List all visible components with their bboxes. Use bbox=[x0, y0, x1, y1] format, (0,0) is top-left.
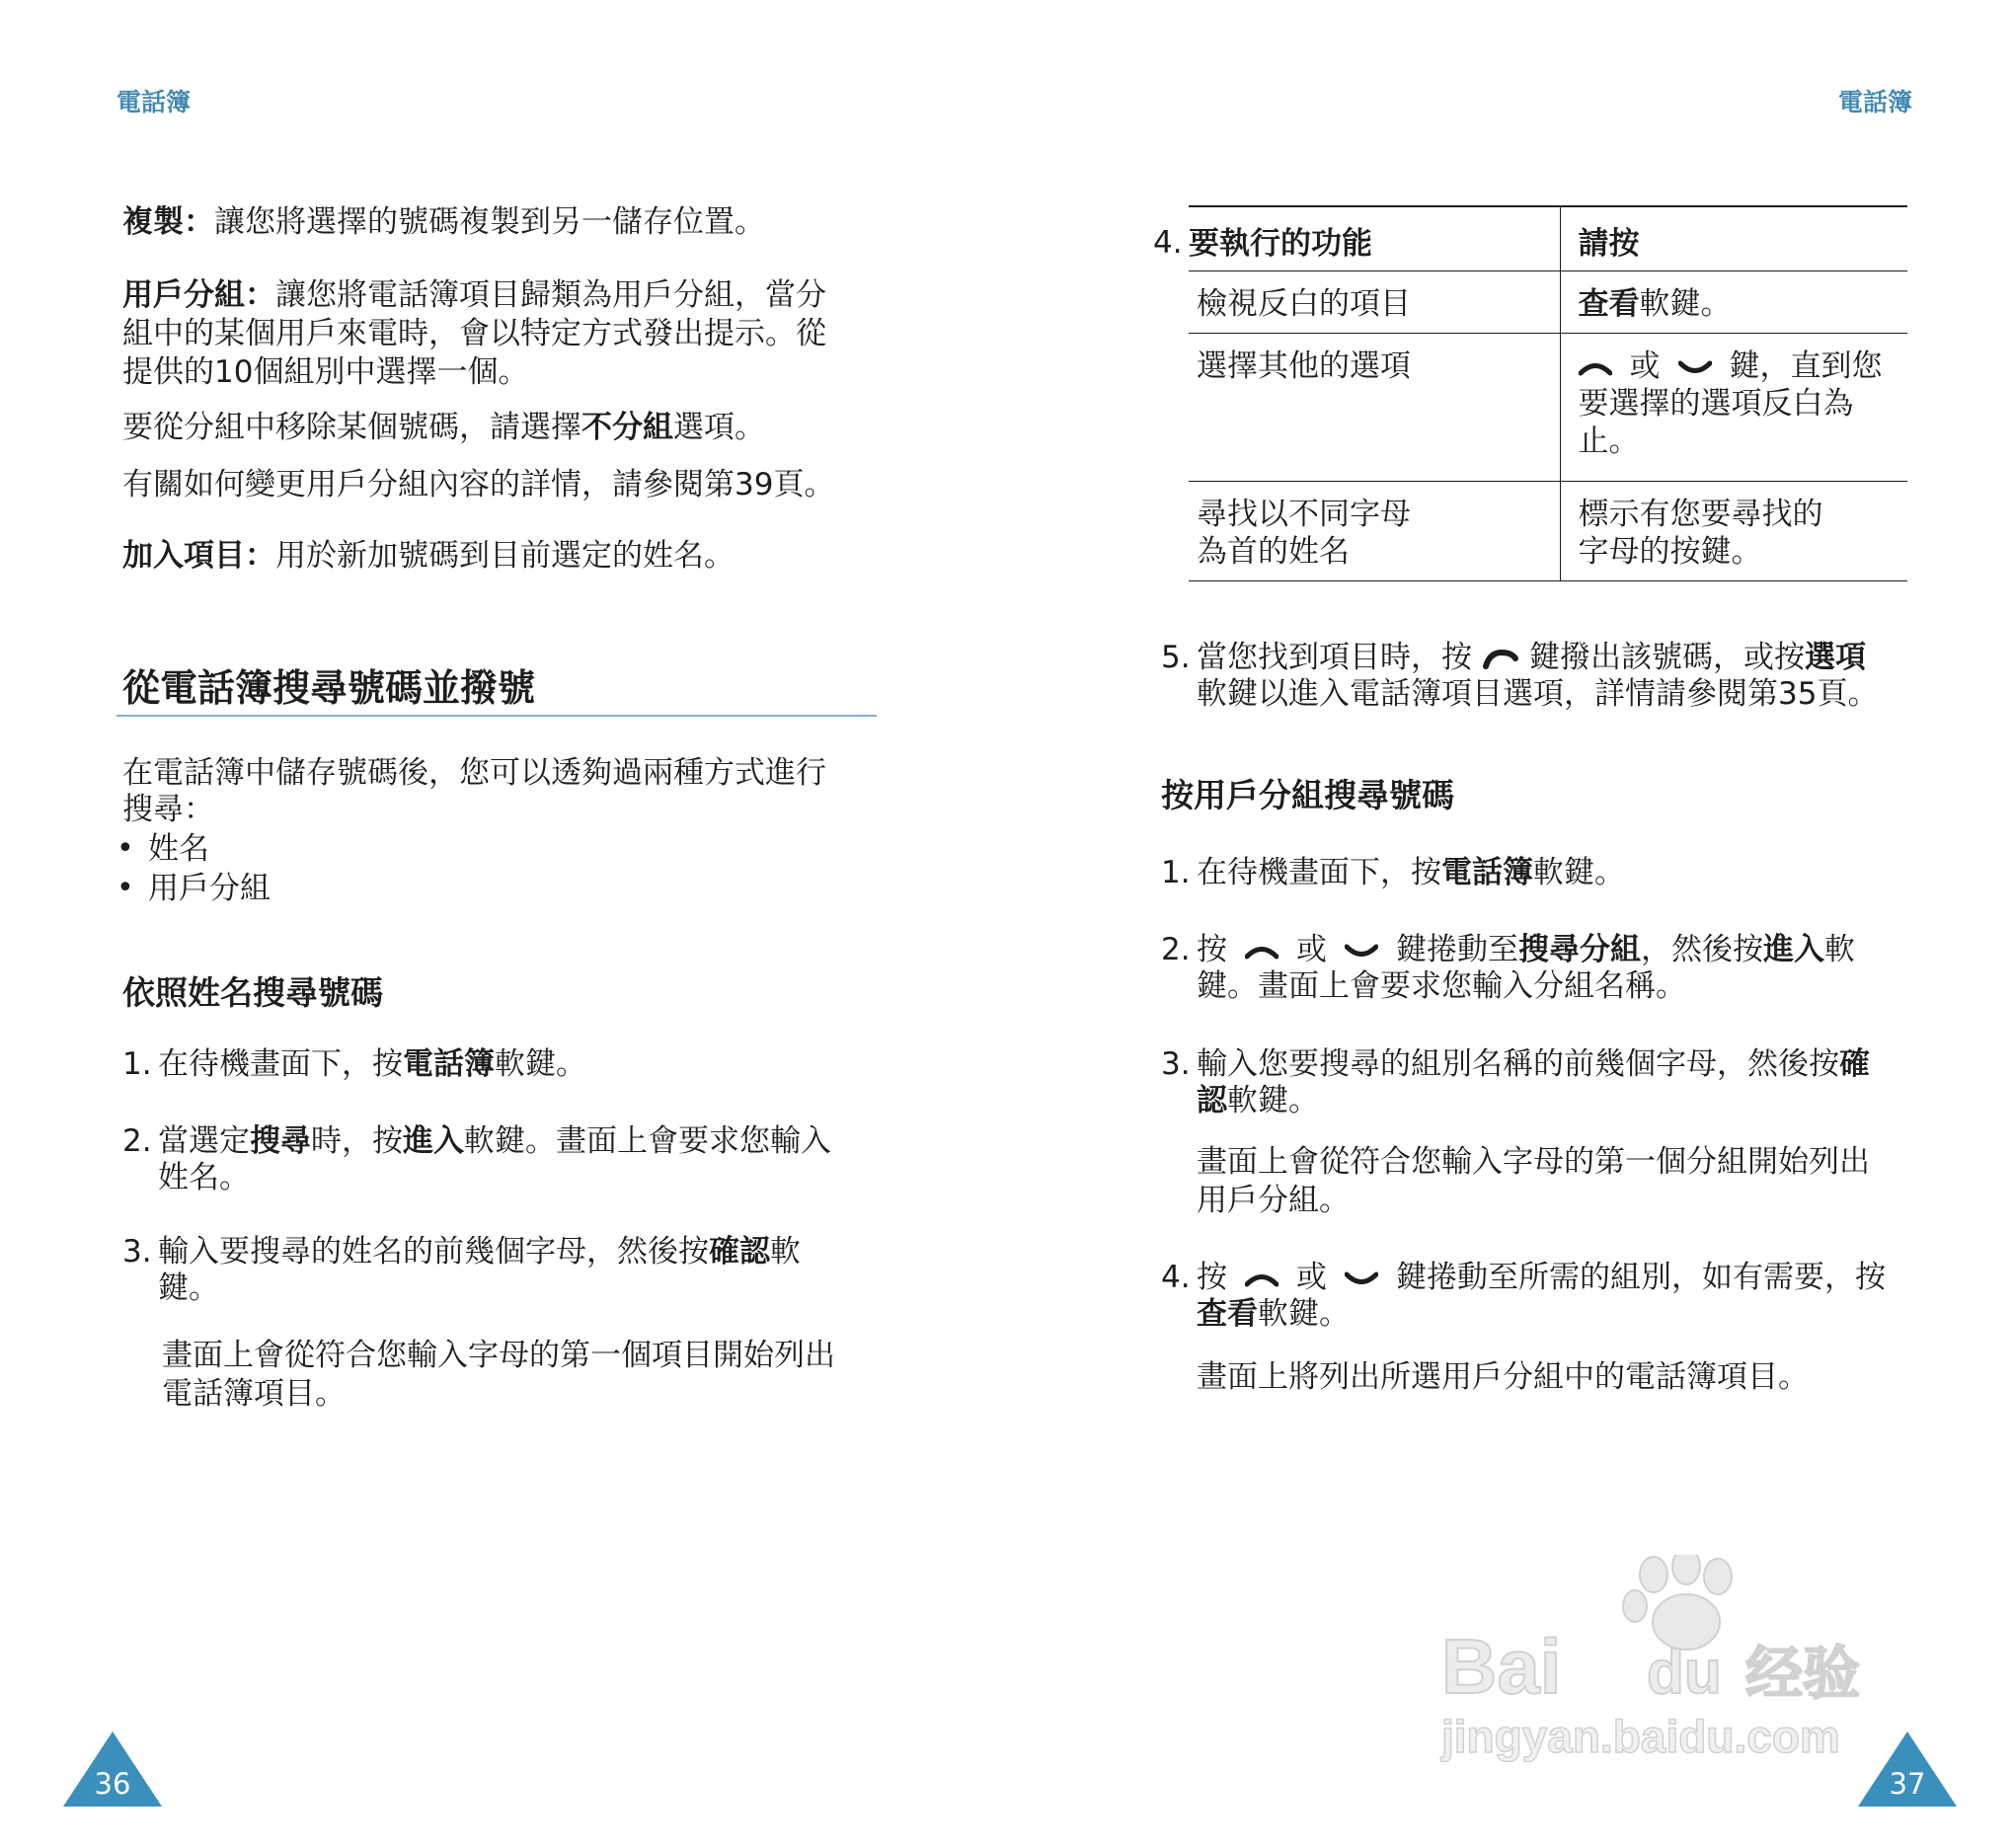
group-search-title: 按用戶分組搜尋號碼 bbox=[1161, 776, 1454, 814]
step-text: 鍵捲動至 bbox=[1396, 932, 1518, 967]
step-text: 軟鍵。畫面上會要求您輸入 bbox=[464, 1123, 831, 1159]
step-3-note bbox=[162, 1337, 892, 1414]
step-1-right bbox=[1161, 855, 1921, 891]
step-bold: 選項 bbox=[1805, 640, 1866, 675]
function-table bbox=[1189, 205, 1907, 581]
step-text: ，然後按 bbox=[1641, 932, 1763, 967]
intro-line-1: 在電話簿中儲存號碼後，您可以透夠過兩種方式進行 bbox=[122, 755, 826, 791]
search-methods-list bbox=[116, 829, 271, 908]
step-text: 或 bbox=[1296, 1260, 1327, 1295]
step-5-right bbox=[1161, 640, 1921, 713]
cell-text: 軟鍵。 bbox=[1639, 286, 1732, 322]
group-paragraph bbox=[122, 276, 883, 392]
watermark-brand: Bai bbox=[1441, 1623, 1562, 1710]
step-text: 在待機畫面下，按 bbox=[1197, 855, 1441, 890]
note-line: 電話簿項目。 bbox=[162, 1376, 346, 1412]
step-number: 4. bbox=[1161, 1260, 1191, 1295]
step-text: 輸入要搜尋的姓名的前幾個字母，然後按 bbox=[158, 1234, 709, 1270]
step-text: 當您找到項目時，按 bbox=[1197, 640, 1472, 675]
ref-paragraph: 有關如何變更用戶分組內容的詳情，請參閱第39頁。 bbox=[122, 467, 835, 502]
group-text-2: 組中的某個用戶來電時，會以特定方式發出提示。從 bbox=[122, 316, 826, 351]
step-bold: 確認 bbox=[709, 1234, 770, 1270]
add-label: 加入項目： bbox=[122, 538, 275, 574]
cell-text: 止。 bbox=[1578, 424, 1640, 459]
step-bold: 電話簿 bbox=[1441, 855, 1533, 890]
step-bold: 搜尋 bbox=[250, 1123, 311, 1159]
scroll-down-key-icon bbox=[1345, 1271, 1378, 1287]
step-number: 1. bbox=[1161, 855, 1191, 890]
note-line: 用戶分組。 bbox=[1197, 1183, 1350, 1218]
cell-text: 尋找以不同字母 bbox=[1197, 497, 1411, 532]
baidu-jingyan-watermark bbox=[1432, 1555, 1905, 1762]
name-search-title: 依照姓名搜尋號碼 bbox=[122, 973, 383, 1012]
group-text-1: 讓您將電話簿項目歸類為用戶分組，當分 bbox=[275, 277, 826, 313]
step-text: 鍵撥出該號碼，或按 bbox=[1529, 640, 1805, 675]
running-header-left: 電話簿 bbox=[116, 88, 192, 116]
step-3-right bbox=[1161, 1046, 1921, 1119]
step-4-right bbox=[1161, 1260, 1921, 1333]
section-title: 從電話簿搜尋號碼並撥號 bbox=[122, 666, 536, 710]
step-2-left bbox=[122, 1123, 883, 1196]
step-text: 鍵。畫面上會要求您輸入分組名稱。 bbox=[1197, 968, 1686, 1004]
step-text: 姓名。 bbox=[158, 1160, 250, 1195]
running-header-right: 電話簿 bbox=[1837, 88, 1912, 116]
table-header-function: 要執行的功能 bbox=[1189, 206, 1560, 271]
table-cell: 檢視反白的項目 bbox=[1189, 271, 1560, 334]
remove-bold: 不分組 bbox=[581, 410, 673, 445]
table-cell bbox=[1560, 334, 1907, 482]
step-text: 在待機畫面下，按 bbox=[158, 1046, 403, 1082]
table-row bbox=[1189, 271, 1907, 334]
scroll-up-key-icon bbox=[1245, 1271, 1278, 1287]
cell-text: 或 bbox=[1629, 348, 1661, 384]
step-text: 軟鍵。 bbox=[495, 1046, 586, 1082]
step-number: 3. bbox=[1161, 1046, 1191, 1082]
step-text: 時，按 bbox=[311, 1123, 403, 1159]
remove-post: 選項。 bbox=[673, 410, 765, 445]
step-number: 2. bbox=[1161, 932, 1191, 967]
table-cell: 選擇其他的選項 bbox=[1189, 334, 1560, 482]
step-text: 或 bbox=[1296, 932, 1327, 967]
scroll-down-key-icon bbox=[1345, 944, 1378, 960]
list-item: • 姓名 bbox=[116, 829, 271, 869]
copy-paragraph bbox=[122, 203, 883, 242]
scroll-up-key-icon bbox=[1579, 360, 1612, 376]
watermark-cn: 经验 bbox=[1745, 1640, 1861, 1707]
group-text-3: 提供的10個組別中選擇一個。 bbox=[122, 354, 529, 390]
step-text: 鍵。 bbox=[158, 1270, 219, 1306]
step-number: 2. bbox=[122, 1123, 152, 1159]
step-4-number: 4. bbox=[1153, 225, 1183, 261]
step-1-left bbox=[122, 1046, 883, 1083]
intro-paragraph bbox=[122, 754, 883, 826]
step-2-right bbox=[1161, 932, 1921, 1005]
send-key-icon bbox=[1482, 649, 1519, 670]
step-3-right-note bbox=[1197, 1143, 1927, 1220]
step-text: 軟鍵。 bbox=[1227, 1083, 1319, 1118]
cell-text: 鍵，直到您 bbox=[1729, 348, 1883, 384]
step-bold: 認 bbox=[1197, 1083, 1227, 1118]
step-text: 鍵捲動至所需的組別，如有需要，按 bbox=[1396, 1260, 1886, 1295]
remove-pre: 要從分組中移除某個號碼，請選擇 bbox=[122, 410, 581, 445]
list-item: • 用戶分組 bbox=[116, 869, 271, 908]
watermark-brand-2: du bbox=[1647, 1639, 1722, 1707]
step-text: 輸入您要搜尋的組別名稱的前幾個字母，然後按 bbox=[1197, 1046, 1839, 1082]
step-bold: 確 bbox=[1839, 1046, 1870, 1082]
step-number: 1. bbox=[122, 1046, 152, 1082]
add-text: 用於新加號碼到目前選定的姓名。 bbox=[275, 538, 735, 574]
step-text: 軟鍵以進入電話簿項目選項，詳情請參閱第35頁。 bbox=[1197, 676, 1879, 712]
note-line: 畫面上會從符合您輸入字母的第一個分組開始列出 bbox=[1197, 1144, 1870, 1180]
table-cell bbox=[1560, 271, 1907, 334]
table-row bbox=[1189, 482, 1907, 581]
step-text: 軟 bbox=[1824, 932, 1855, 967]
step-text: 當選定 bbox=[158, 1123, 250, 1159]
step-4-right-note: 畫面上將列出所選用戶分組中的電話簿項目。 bbox=[1197, 1359, 1809, 1395]
page-number-right: 37 bbox=[1889, 1767, 1926, 1801]
table-row bbox=[1189, 334, 1907, 482]
cell-bold: 查看 bbox=[1578, 286, 1640, 322]
step-text: 軟 bbox=[770, 1234, 801, 1270]
step-bold: 電話簿 bbox=[403, 1046, 495, 1082]
intro-line-2: 搜尋： bbox=[122, 792, 214, 827]
scroll-down-key-icon bbox=[1678, 360, 1712, 376]
step-text: 按 bbox=[1197, 1260, 1227, 1295]
table-cell bbox=[1560, 482, 1907, 581]
step-text: 軟鍵。 bbox=[1533, 855, 1625, 890]
cell-text: 為首的姓名 bbox=[1197, 534, 1350, 570]
copy-label: 複製： bbox=[122, 204, 214, 240]
cell-text: 要選擇的選項反白為 bbox=[1578, 386, 1854, 422]
step-text: 按 bbox=[1197, 932, 1227, 967]
remove-paragraph bbox=[122, 409, 883, 447]
step-bold: 搜尋分組 bbox=[1518, 932, 1641, 967]
note-line: 畫面上會從符合您輸入字母的第一個項目開始列出 bbox=[162, 1338, 835, 1373]
add-paragraph bbox=[122, 537, 883, 576]
table-cell bbox=[1189, 482, 1560, 581]
step-number: 3. bbox=[122, 1234, 152, 1270]
cell-text: 標示有您要尋找的 bbox=[1578, 497, 1823, 532]
table-header-press: 請按 bbox=[1560, 206, 1907, 271]
page-number-left: 36 bbox=[94, 1767, 131, 1801]
step-number: 5. bbox=[1161, 640, 1191, 675]
step-bold: 進入 bbox=[1763, 932, 1824, 967]
step-3-left bbox=[122, 1234, 883, 1307]
step-bold: 查看 bbox=[1197, 1296, 1258, 1332]
watermark-url: jingyan.baidu.com bbox=[1441, 1711, 1840, 1762]
cell-text: 字母的按鍵。 bbox=[1578, 534, 1762, 570]
scroll-up-key-icon bbox=[1245, 944, 1278, 960]
step-text: 軟鍵。 bbox=[1258, 1296, 1350, 1332]
step-bold: 進入 bbox=[403, 1123, 464, 1159]
group-label: 用戶分組： bbox=[122, 277, 275, 313]
section-divider bbox=[116, 715, 877, 717]
copy-text: 讓您將選擇的號碼複製到另一儲存位置。 bbox=[214, 204, 765, 240]
